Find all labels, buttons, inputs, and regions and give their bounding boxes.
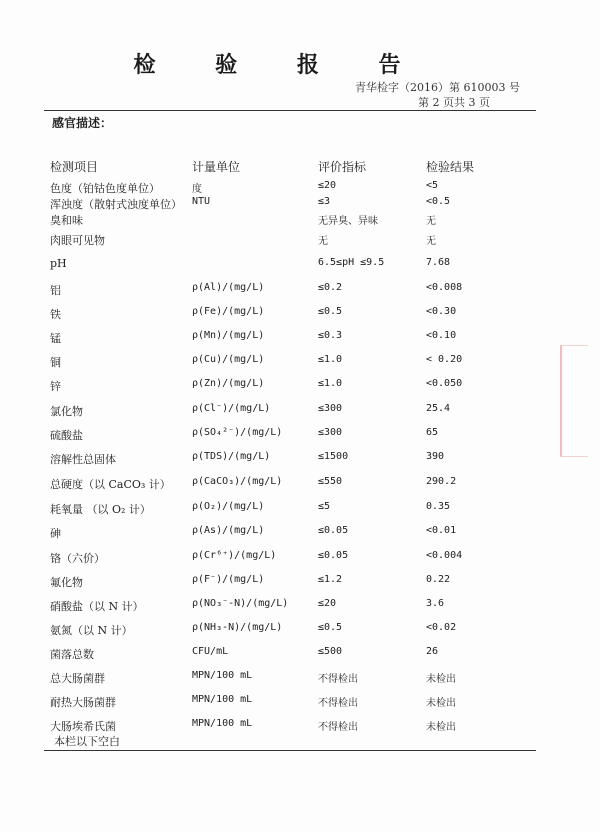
row-result: 7.68 <box>426 257 451 268</box>
table-row <box>50 476 530 492</box>
row-item: 铝 <box>50 284 61 297</box>
row-item: 总大肠菌群 <box>50 672 105 685</box>
row-item: 臭和味 <box>50 214 83 227</box>
table-row <box>50 330 530 346</box>
row-item: 浑浊度（散射式浊度单位） <box>50 198 182 211</box>
row-limit: ≤1.0 <box>318 354 343 365</box>
row-limit: ≤5 <box>318 501 331 512</box>
blank-below-note: 本栏以下空白 <box>54 735 120 748</box>
row-result: 3.6 <box>426 598 445 609</box>
table-row <box>50 550 530 566</box>
row-unit: ρ(F⁻)/(mg/L) <box>192 574 265 585</box>
table-row <box>50 646 530 662</box>
row-item: 氯化物 <box>50 405 83 418</box>
row-result: <0.008 <box>426 282 463 293</box>
row-item: 铬（六价） <box>50 552 105 565</box>
row-limit: 6.5≤pH ≤9.5 <box>318 257 385 268</box>
row-result: 未检出 <box>426 674 456 685</box>
row-limit: 不得检出 <box>318 698 358 709</box>
top-divider <box>44 110 536 111</box>
row-limit: ≤1.2 <box>318 574 343 585</box>
row-unit: ρ(NH₃-N)/(mg/L) <box>192 622 283 633</box>
row-result: 无 <box>426 216 436 227</box>
row-result: <5 <box>426 180 439 191</box>
row-result: 26 <box>426 646 439 657</box>
row-result: 未检出 <box>426 698 456 709</box>
row-unit: MPN/100 mL <box>192 670 253 681</box>
row-item: 铁 <box>50 308 61 321</box>
row-limit: 无异臭、异味 <box>318 216 378 227</box>
row-unit: CFU/mL <box>192 646 229 657</box>
row-result: <0.050 <box>426 378 463 389</box>
row-unit: ρ(NO₃⁻-N)/(mg/L) <box>192 598 289 609</box>
table-row <box>50 622 530 638</box>
row-limit: ≤0.2 <box>318 282 343 293</box>
row-unit: ρ(Fe)/(mg/L) <box>192 306 265 317</box>
row-item: pH <box>50 257 67 270</box>
row-result: <0.5 <box>426 196 451 207</box>
row-limit: ≤0.05 <box>318 550 349 561</box>
row-item: 色度（铂钴色度单位） <box>50 182 160 195</box>
row-unit: ρ(CaCO₃)/(mg/L) <box>192 476 283 487</box>
table-row <box>50 212 530 228</box>
row-item: 总硬度（以 CaCO₃ 计） <box>50 478 171 491</box>
row-limit: ≤20 <box>318 180 337 191</box>
row-unit: MPN/100 mL <box>192 694 253 705</box>
row-result: <0.01 <box>426 525 457 536</box>
row-item: 溶解性总固体 <box>50 453 116 466</box>
row-item: 锌 <box>50 380 61 393</box>
document-number: 青华检字（2016）第 610003 号 <box>355 81 520 94</box>
table-row <box>50 180 530 196</box>
table-row <box>50 718 530 734</box>
row-item: 氨氮（以 N 计） <box>50 624 133 637</box>
row-limit: 不得检出 <box>318 674 358 685</box>
table-row <box>50 694 530 710</box>
row-unit: ρ(Cl⁻)/(mg/L) <box>192 403 271 414</box>
row-limit: ≤300 <box>318 403 343 414</box>
row-result: 390 <box>426 451 445 462</box>
row-result: <0.30 <box>426 306 457 317</box>
row-unit: ρ(As)/(mg/L) <box>192 525 265 536</box>
row-limit: ≤550 <box>318 476 343 487</box>
column-header-limit: 评价指标 <box>318 160 367 174</box>
row-limit: ≤300 <box>318 427 343 438</box>
table-row <box>50 525 530 541</box>
row-unit: ρ(Cr⁶⁺)/(mg/L) <box>192 550 277 561</box>
table-row <box>50 306 530 322</box>
row-limit: ≤0.05 <box>318 525 349 536</box>
row-limit: ≤500 <box>318 646 343 657</box>
row-item: 菌落总数 <box>50 648 94 661</box>
table-row <box>50 670 530 686</box>
row-result: 0.22 <box>426 574 451 585</box>
row-item: 铜 <box>50 356 61 369</box>
table-row <box>50 403 530 419</box>
row-result: < 0.20 <box>426 354 463 365</box>
row-limit: ≤20 <box>318 598 337 609</box>
row-unit: ρ(Cu)/(mg/L) <box>192 354 265 365</box>
row-result: 无 <box>426 236 436 247</box>
row-result: <0.02 <box>426 622 457 633</box>
column-header-item: 检测项目 <box>50 160 99 174</box>
table-row <box>50 232 530 248</box>
row-unit: NTU <box>192 196 211 207</box>
row-result: 未检出 <box>426 722 456 733</box>
row-item: 锰 <box>50 332 61 345</box>
table-row <box>50 196 530 212</box>
row-limit: 不得检出 <box>318 722 358 733</box>
row-item: 耗氧量 （以 O₂ 计） <box>50 503 151 516</box>
row-limit: ≤0.3 <box>318 330 343 341</box>
table-header <box>50 158 530 180</box>
row-unit: ρ(Mn)/(mg/L) <box>192 330 265 341</box>
row-limit: 无 <box>318 236 328 247</box>
table-row <box>50 427 530 443</box>
results-table <box>50 158 530 733</box>
row-item: 大肠埃希氏菌 <box>50 720 116 733</box>
table-row <box>50 501 530 517</box>
row-result: <0.10 <box>426 330 457 341</box>
bottom-divider <box>44 750 536 751</box>
row-unit: ρ(O₂)/(mg/L) <box>192 501 265 512</box>
seal-stamp <box>560 345 588 457</box>
table-row <box>50 354 530 370</box>
row-result: <0.004 <box>426 550 463 561</box>
row-item: 氟化物 <box>50 576 83 589</box>
row-item: 砷 <box>50 527 61 540</box>
row-result: 0.35 <box>426 501 451 512</box>
row-unit: ρ(TDS)/(mg/L) <box>192 451 271 462</box>
table-row <box>50 598 530 614</box>
row-limit: ≤1500 <box>318 451 349 462</box>
row-unit: ρ(SO₄²⁻)/(mg/L) <box>192 427 283 438</box>
row-item: 硫酸盐 <box>50 429 83 442</box>
column-header-unit: 计量单位 <box>192 160 241 174</box>
column-header-result: 检验结果 <box>426 160 475 174</box>
row-item: 硝酸盐（以 N 计） <box>50 600 144 613</box>
row-limit: ≤0.5 <box>318 306 343 317</box>
page-indicator: 第 2 页共 3 页 <box>418 96 490 109</box>
row-result: 65 <box>426 427 439 438</box>
row-unit: ρ(Al)/(mg/L) <box>192 282 265 293</box>
row-result: 25.4 <box>426 403 451 414</box>
section-title: 感官描述： <box>52 116 113 130</box>
report-title: 检 验 报 告 <box>133 52 427 78</box>
table-row <box>50 378 530 394</box>
row-limit: ≤3 <box>318 196 331 207</box>
row-item: 耐热大肠菌群 <box>50 696 116 709</box>
row-unit: ρ(Zn)/(mg/L) <box>192 378 265 389</box>
row-item: 肉眼可见物 <box>50 234 105 247</box>
table-row <box>50 574 530 590</box>
table-row <box>50 282 530 298</box>
row-unit: MPN/100 mL <box>192 718 253 729</box>
row-unit: 度 <box>192 184 202 195</box>
row-limit: ≤1.0 <box>318 378 343 389</box>
table-row <box>50 257 530 273</box>
row-result: 290.2 <box>426 476 457 487</box>
table-row <box>50 451 530 467</box>
row-limit: ≤0.5 <box>318 622 343 633</box>
